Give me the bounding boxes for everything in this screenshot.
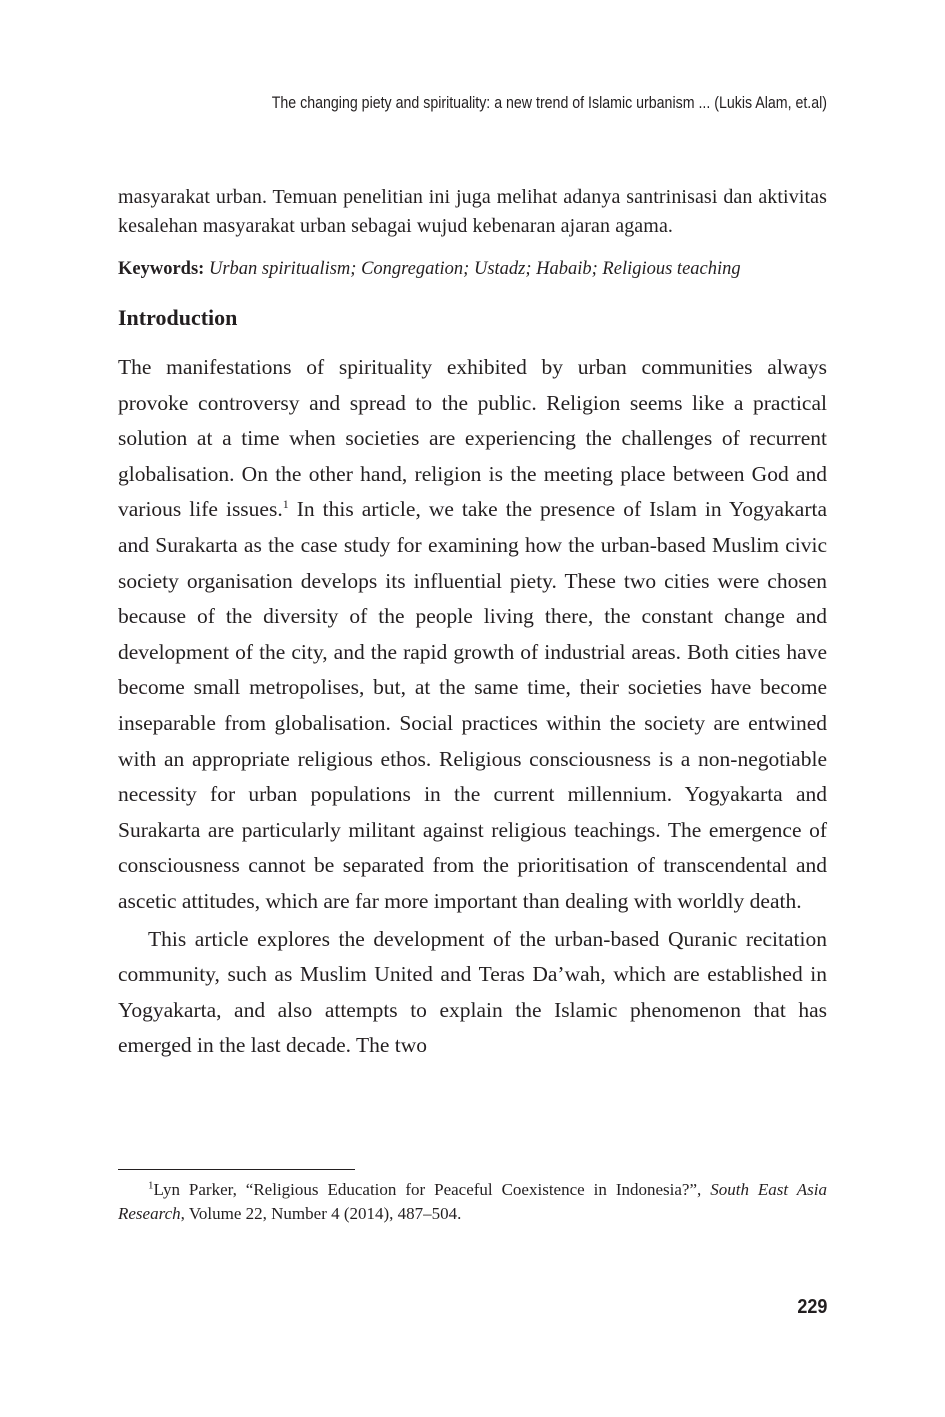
footnote-text-a: Lyn Parker, “Religious Education for Peaceful Coexistence in Indonesia?”, [153,1180,711,1199]
paragraph-1-text-a: The manifestations of spirituality exhibited by urban communities always provoke controversy and spread to the public. Religion seems like a practical solution at a time when societies are experiencing the challenges of recurrent globalisation. On the other hand, religion is the meeting place between God and various life issues. [118,355,827,522]
keywords-list: Urban spiritualism; Congregation; Ustadz; Habaib; Religious teaching [208,259,741,279]
paragraph-1-text-b: In this article, we take the presence of Islam in Yogyakarta and Surakarta as the case study for examining how the urban-based Muslim civic society organisation develops its influential piety. These two cities were chosen because of the diversity of the people living there, the constant change and development of the city, and the rapid growth of industrial areas. Both cities have become small metropolises, but, at the same time, their societies have become inseparable from globalisation. Social practices within the society are entwined with an appropriate religious ethos. Religious consciousness is a non-negotiable necessity for urban populations in the current millennium. Yogyakarta and Surakarta are particularly militant against religious teachings. The emergence of consciousness cannot be separated from the prioritisation of transcendental and ascetic attitudes, which are far more important than dealing with worldly death. [118,497,827,913]
abstract-tail: masyarakat urban. Temuan penelitian ini juga melihat adanya santrinisasi dan aktivitas kesalehan masyarakat urban sebagai wujud kebenaran ajaran agama. [118,186,827,237]
introduction-paragraph-2: This article explores the development of the urban-based Quranic recitation community, such as Muslim United and Teras Da’wah, which are established in Yogyakarta, and also attempts to explain the Islamic phenomenon that has emerged in the last decade. The two [118,926,827,1058]
section-heading-introduction: Introduction [118,305,238,330]
page-content [118,183,827,1064]
footnote-text-b: , Volume 22, Number 4 (2014), 487–504. [180,1204,462,1223]
footnote-reference[interactable]: 1 [282,497,289,512]
footnote-marker: 1 [148,1179,154,1192]
footnote [118,1178,827,1226]
keywords-label: Keywords: [118,259,205,279]
running-title: The changing piety and spirituality: a new trend of Islamic urbanism ... (Lukis Alam, et.al) [271,94,827,112]
footnote-divider [118,1169,355,1170]
page-number: 229 [796,1296,827,1318]
introduction-paragraph-1 [118,350,827,920]
footnote-journal: South East Asia Research [118,1180,827,1223]
keywords [118,255,827,283]
